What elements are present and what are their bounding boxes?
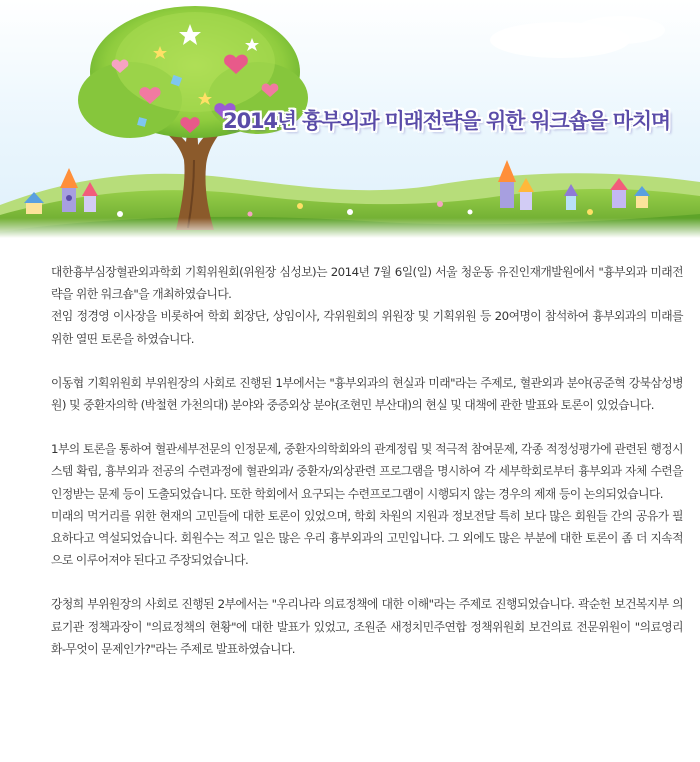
banner [0,0,700,238]
page-title: 2014년 흉부외과 미래전략을 위한 워크숍을 마치며 [223,109,670,133]
paragraph-spacer [51,571,683,593]
paragraph-session-2: 강청희 부위원장의 사회로 진행된 2부에서는 "우리나라 의료정책에 대한 이해"라는 주제로 진행되었습니다. 곽순헌 보건복지부 의료기관 정책과장이 "의료정책의 현황"에 대한 발표가 있었고, 조원준 새정치민주연합 정책위원회 보건의료 전문위원이 "의료영리화-무엇이 문제인가?"라는 주제로 발표하였습니다. [51,597,683,656]
paragraph-session-1-discussion: 1부의 토론을 통하여 혈관세부전문의 인정문제, 중환자의학회와의 관계정립 및 적극적 참여문제, 각종 적정성평가에 관련된 행정시스템 확립, 흉부외과 전공의 수련과정에 혈관외과/ 중환자/외상관련 프로그램을 명시하여 각 세부학회로부터 흉부외과 자체 수련을 인정받는 문제 등이 도출되었습니다. 또한 학회에서 요구되는 수련프로그램이 시행되지 않는 경우의 제재 등이 논의되었습니다. [51,442,683,501]
paragraph-spacer [51,416,683,438]
paragraph-intro: 대한흉부심장혈관외과학회 기획위원회(위원장 심성보)는 2014년 7월 6일(일) 서울 청운동 유진인재개발원에서 "흉부외과 미래전략을 위한 워크숍"을 개최하였습니다. [51,265,683,302]
paragraph-spacer [51,350,683,372]
paragraph-future-discussion: 미래의 먹거리를 위한 현재의 고민들에 대한 토론이 있었으며, 학회 차원의 지원과 정보전달 특히 보다 많은 회원들 간의 공유가 필요하다고 역설되었습니다. 회원수는 적고 일은 많은 우리 흉부외과의 고민입니다. 그 외에도 많은 부분에 대한 토론이 좀 더 지속적으로 이루어져야 된다고 주장되었습니다. [51,508,683,568]
article-body [51,261,683,660]
paragraph-session-1: 이동협 기획위원회 부위원장의 사회로 진행된 1부에서는 "흉부외과의 현실과 미래"라는 주제로, 혈관외과 분야(공준혁 강북삼성병원) 및 중환자의학 (박철현 가천의대) 분야와 중증외상 분야(조현민 부산대)의 현실 및 대책에 관한 발표와 토론이 있었습니다. [51,375,683,413]
paragraph-attendees: 전임 정경영 이사장을 비롯하여 학회 회장단, 상임이사, 각위원회의 위원장 및 기획위원 등 20여명이 참석하여 흉부외과의 미래를 위한 열띤 토론을 하였습니다. [51,309,683,346]
